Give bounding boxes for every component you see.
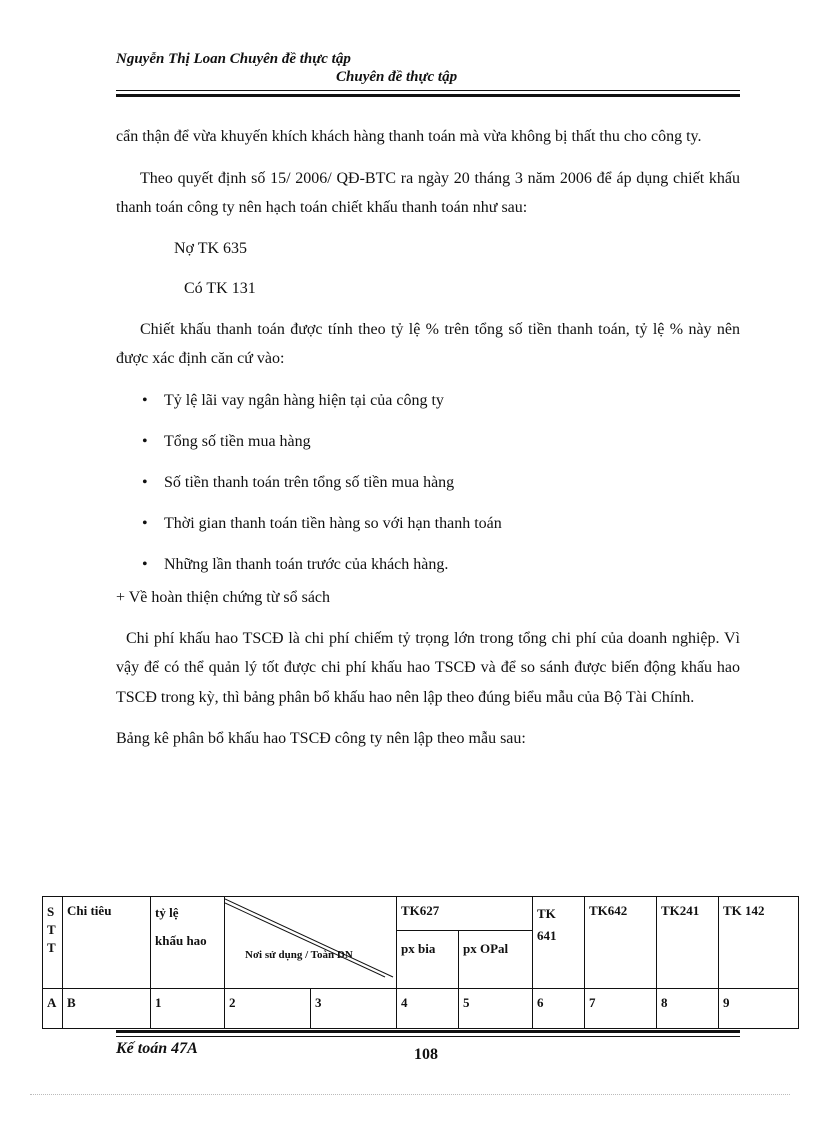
header-tk241: TK241 bbox=[657, 897, 719, 989]
cell-8: 8 bbox=[657, 989, 719, 1029]
bullet-icon: • bbox=[142, 514, 148, 532]
header-tk641: TK 641 bbox=[533, 897, 585, 989]
footer-title: Kế toán 47A bbox=[116, 1040, 198, 1057]
account-debit: Nợ TK 635 bbox=[174, 239, 248, 257]
cell-6: 6 bbox=[533, 989, 585, 1029]
diagonal-divider bbox=[225, 897, 397, 981]
paragraph-1: cẩn thận để vừa khuyến khích khách hàng thanh toán mà vừa không bị thất thu cho công ty. bbox=[116, 128, 702, 145]
account-credit: Có TK 131 bbox=[184, 279, 256, 297]
header-tk627: TK627 bbox=[397, 897, 533, 931]
cell-2: 2 bbox=[225, 989, 311, 1029]
list-item: • Số tiền thanh toán trên tổng số tiền mua hàng bbox=[116, 468, 740, 497]
header-px-bia: px bia bbox=[397, 931, 459, 989]
page-header bbox=[116, 50, 740, 86]
bullet-icon: • bbox=[142, 391, 148, 409]
cell-4: 4 bbox=[397, 989, 459, 1029]
header-chi-tieu: Chi tiêu bbox=[63, 897, 151, 989]
list-item: • Tổng số tiền mua hàng bbox=[116, 427, 740, 456]
bullet-icon: • bbox=[142, 473, 148, 491]
page-number: 108 bbox=[414, 1046, 438, 1063]
header-noi-su-dung bbox=[225, 897, 397, 989]
paragraph-6: Bảng kê phân bổ khấu hao TSCĐ công ty nên lập theo mẫu sau: bbox=[116, 730, 526, 747]
bullet-icon: • bbox=[142, 432, 148, 450]
section-heading: + Về hoàn thiện chứng từ sổ sách bbox=[116, 588, 331, 606]
header-stt: S T T bbox=[43, 897, 63, 989]
header-ty-le: tỷ lệ khấu hao bbox=[151, 897, 225, 989]
table-row bbox=[43, 989, 799, 1029]
header-line-2: Chuyên đề thực tập bbox=[336, 69, 458, 85]
header-line-1: Nguyễn Thị Loan Chuyên đề thực tập bbox=[116, 51, 351, 67]
list-item: • Thời gian thanh toán tiền hàng so với hạn thanh toán bbox=[116, 509, 740, 538]
header-tk642: TK642 bbox=[585, 897, 657, 989]
paragraph-3: Chiết khấu thanh toán được tính theo tỷ lệ % trên tổng số tiền thanh toán, tỷ lệ % này nên được xác định căn cứ vào: bbox=[116, 320, 740, 367]
cell-5: 5 bbox=[459, 989, 533, 1029]
page-edge-dots bbox=[30, 1094, 790, 1095]
diag-label: Nơi sử dụng / Toàn DN bbox=[245, 949, 353, 961]
paragraph-5: Chi phí khấu hao TSCĐ là chi phí chiếm tỷ trọng lớn trong tổng chi phí của doanh nghiệp. Vì vậy để có thể quản lý tốt được chi phí khấu hao TSCĐ và để so sánh được biến động khấu hao TSCĐ trong kỳ, thì bảng phân bổ khấu hao nên lập theo đúng biểu mẫu của Bộ Tài Chính. bbox=[116, 629, 740, 706]
bullet-icon: • bbox=[142, 555, 148, 573]
header-tk142: TK 142 bbox=[719, 897, 799, 989]
cell-9: 9 bbox=[719, 989, 799, 1029]
footer-rule-thick bbox=[116, 1030, 740, 1033]
cell-a: A bbox=[43, 989, 63, 1029]
criteria-list bbox=[116, 386, 740, 579]
footer-rule-thin bbox=[116, 1036, 740, 1037]
list-item: • Những lần thanh toán trước của khách hàng. bbox=[116, 550, 740, 579]
list-item: • Tỷ lệ lãi vay ngân hàng hiện tại của công ty bbox=[116, 386, 740, 415]
header-px-opal: px OPal bbox=[459, 931, 533, 989]
cell-1: 1 bbox=[151, 989, 225, 1029]
cell-b: B bbox=[63, 989, 151, 1029]
body-text bbox=[116, 122, 740, 754]
cell-3: 3 bbox=[311, 989, 397, 1029]
header-rule-thin bbox=[116, 90, 740, 91]
cell-7: 7 bbox=[585, 989, 657, 1029]
paragraph-2: Theo quyết định số 15/ 2006/ QĐ-BTC ra ngày 20 tháng 3 năm 2006 để áp dụng chiết khấu thanh toán công ty nên hạch toán chiết khấu thanh toán như sau: bbox=[116, 169, 740, 216]
header-rule-thick bbox=[116, 94, 740, 97]
depreciation-table bbox=[42, 896, 799, 1029]
